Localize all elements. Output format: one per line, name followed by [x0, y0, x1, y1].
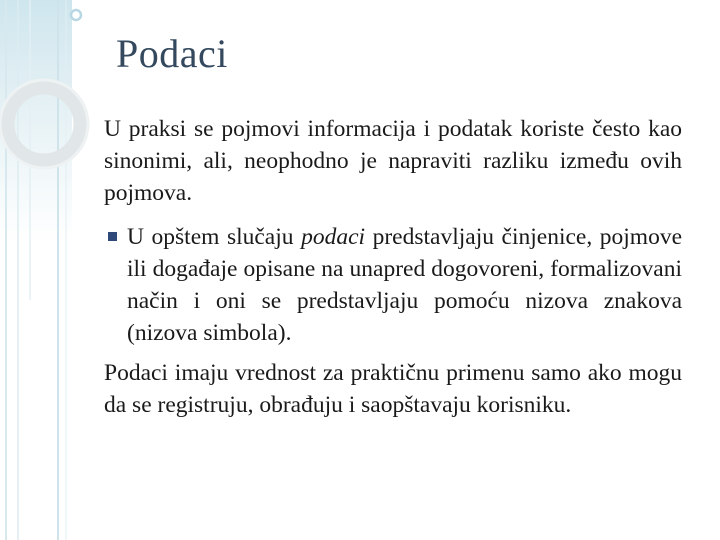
paragraph-intro: U praksi se pojmovi informacija i podatak koriste često kao sinonimi, ali, neophodno je napraviti razliku između ovih pojmova.: [104, 116, 682, 206]
paragraph-conclusion: Podaci imaju vrednost za praktičnu primenu samo ako mogu da se registruju, obrađuju i saopštavaju korisniku.: [104, 360, 682, 418]
bullet-emphasis: podaci: [301, 224, 366, 250]
bullet-text-start: U opštem slučaju: [127, 224, 302, 250]
slide-title: Podaci: [116, 31, 228, 76]
circle-decoration-icon: [0, 0, 110, 230]
square-bullet-icon: [108, 232, 117, 241]
bullet-text-end: predstavljaju činjenice, pojmove ili događaje opisane na unapred dogovoreni, formalizovani način i oni se predstavljaju pomoću nizova znakova (nizova simbola).: [127, 224, 682, 346]
bullet-item: [104, 221, 682, 349]
bullet-text: [127, 221, 682, 349]
slide-body: [104, 113, 682, 421]
